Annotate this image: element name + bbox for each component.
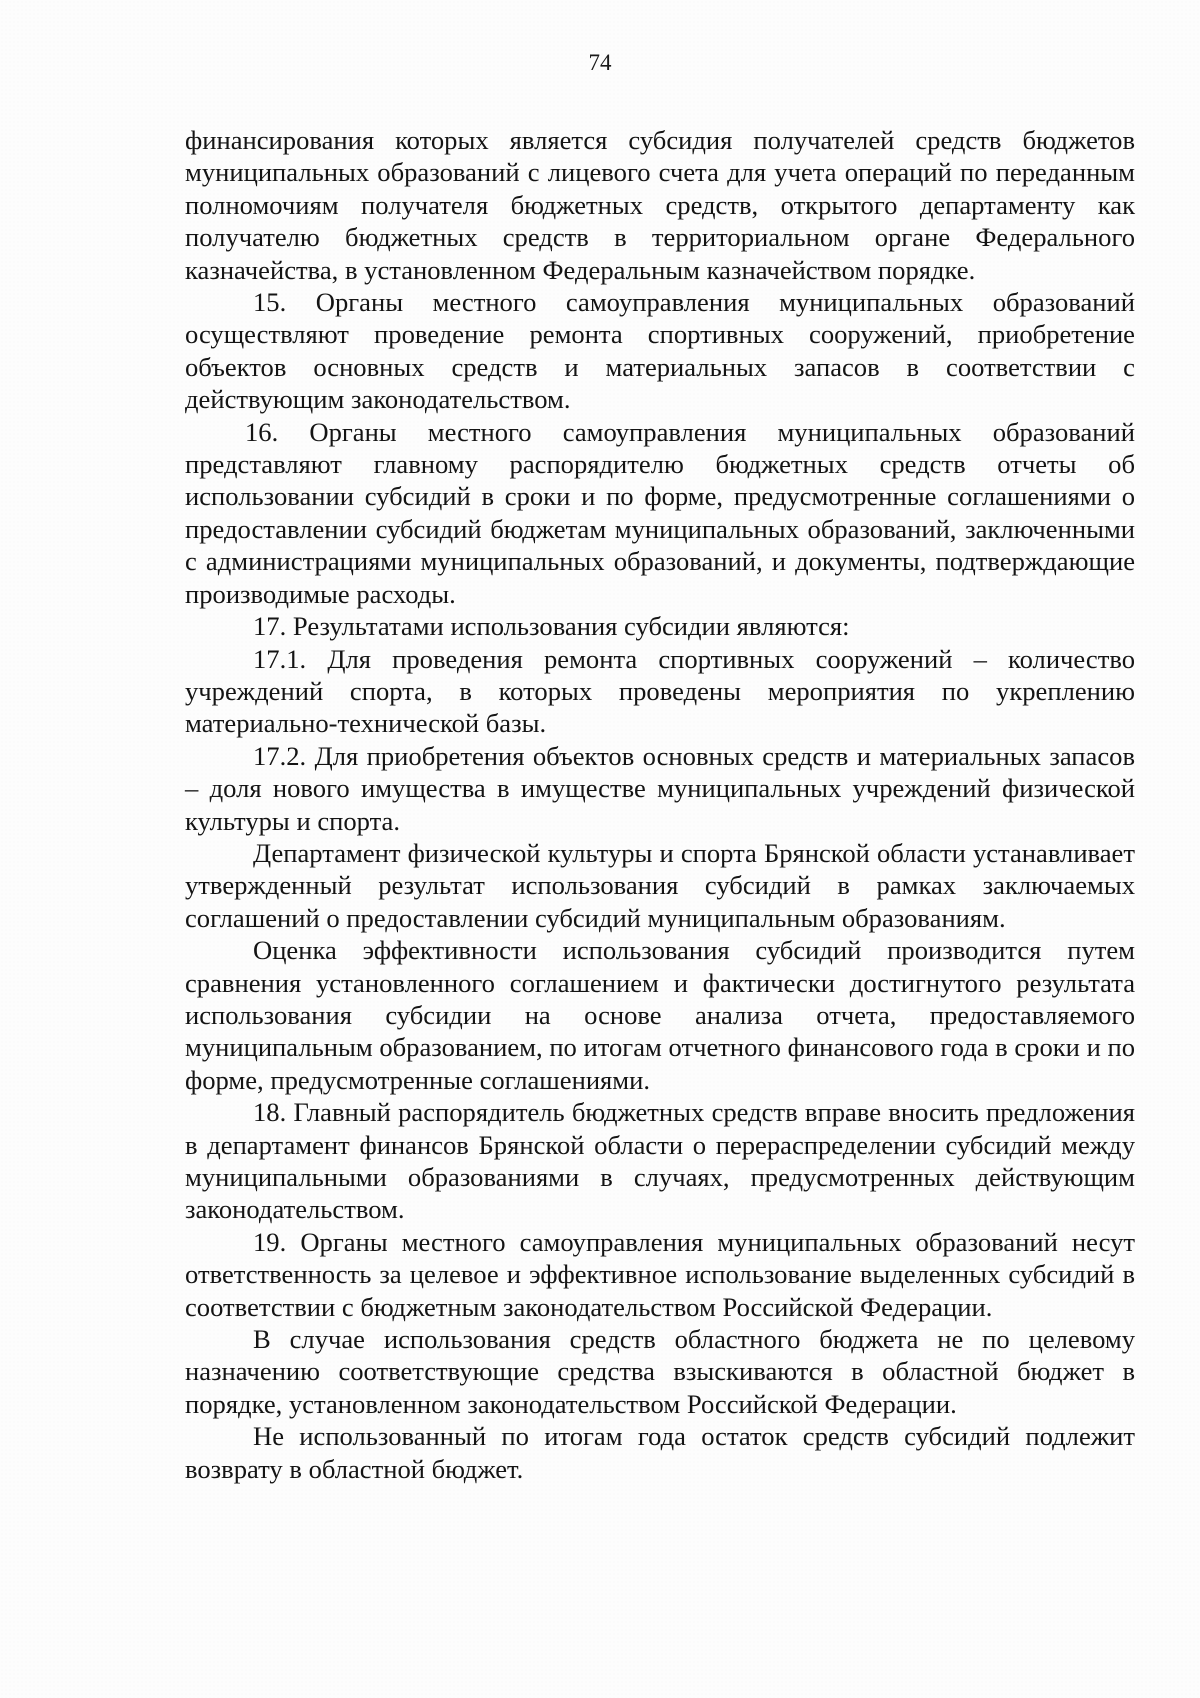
page-number: 74 [588, 50, 612, 75]
paragraph-item-19: 19. Органы местного самоуправления муниципальных образований несут ответственность за целевое и эффективное использование выделенных субсидий в соответствии с бюджетным законодательством Российской Федерации. [185, 1226, 1135, 1322]
paragraph-item-15: 15. Органы местного самоуправления муниципальных образований осуществляют проведение ремонта спортивных сооружений, приобретение объектов основных средств и материальных запасов в соответствии с действующим законодательством. [185, 287, 1135, 415]
paragraph-department-result: Департамент физической культуры и спорта Брянской области устанавливает утвержденный результат использования субсидий в рамках заключаемых соглашений о предоставлении субсидий муниципальным образованиям. [185, 837, 1135, 933]
paragraph-efficiency-evaluation: Оценка эффективности использования субсидий производится путем сравнения установленного соглашением и фактически достигнутого результата использования субсидии на основе анализа отчета, предоставляемого муниципальным образованием, по итогам отчетного финансового года в сроки и по форме, предусмотренные соглашениями. [185, 935, 1135, 1095]
paragraph-item-16: 16. Органы местного самоуправления муниципальных образований представляют главному распорядителю бюджетных средств отчеты об использовании субсидий в сроки и по форме, предусмотренные соглашениями о предоставлении субсидий бюджетам муниципальных образований, заключенными с администрациями муниципальных образований, и документы, подтверждающие производимые расходы. [185, 416, 1135, 609]
paragraph-continuation: финансирования которых является субсидия получателей средств бюджетов муниципальных образований с лицевого счета для учета операций по переданным полномочиям получателя бюджетных средств, открытого департаменту как получателю бюджетных средств в территориальном органе Федерального казначейства, в установленном Федеральным казначейством порядке. [185, 125, 1135, 285]
document-body [185, 124, 1135, 1485]
paragraph-item-17-2: 17.2. Для приобретения объектов основных средств и материальных запасов – доля нового имущества в имуществе муниципальных учреждений физической культуры и спорта. [185, 740, 1135, 836]
paragraph-item-17-1: 17.1. Для проведения ремонта спортивных сооружений – количество учреждений спорта, в которых проведены мероприятия по укреплению материально-технической базы. [185, 643, 1135, 739]
paragraph-unused-balance: Не использованный по итогам года остаток средств субсидий подлежит возврату в областной бюджет. [185, 1421, 1135, 1484]
paragraph-misuse-recovery: В случае использования средств областного бюджета не по целевому назначению соответствующие средства взыскиваются в областной бюджет в порядке, установленном законодательством Российской Федерации. [185, 1324, 1135, 1419]
paragraph-item-18: 18. Главный распорядитель бюджетных средств вправе вносить предложения в департамент финансов Брянской области о перераспределении субсидий между муниципальными образованиями в случаях, предусмотренных действующим законодательством. [185, 1097, 1135, 1225]
paragraph-item-17: 17. Результатами использования субсидии являются: [253, 611, 850, 642]
